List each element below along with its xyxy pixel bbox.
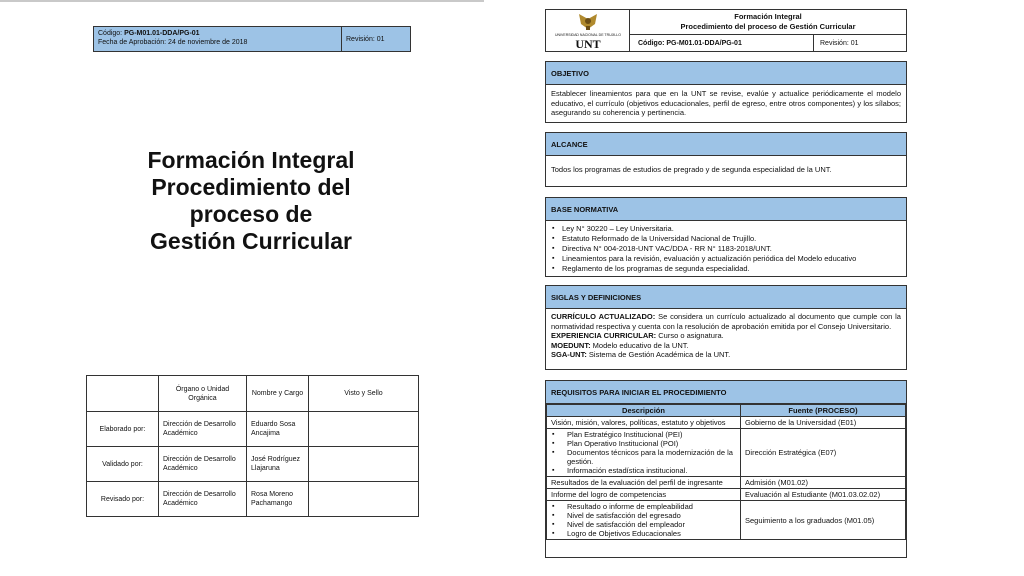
list-item: ▪ Plan Operativo Institucional (POI) — [551, 439, 736, 448]
alcance-section — [545, 132, 907, 187]
header-title-line1: Formación Integral — [734, 12, 802, 21]
approval-date: Fecha de Aprobación: 24 de noviembre de 2018 — [98, 39, 248, 46]
seal-cell — [309, 412, 419, 447]
header-cell: Nombre y Cargo — [247, 376, 309, 412]
table-row — [87, 447, 419, 482]
requirement-description — [547, 429, 741, 477]
list-item: ▪ Nivel de satisfacción del empleador — [551, 520, 736, 529]
requirement-source: Dirección Estratégica (E07) — [741, 429, 906, 477]
list-item: ▪ Nivel de satisfacción del egresado — [551, 511, 736, 520]
page-top-border — [0, 0, 484, 2]
requisitos-section — [545, 380, 907, 558]
logo-caption: UNIVERSIDAD NACIONAL DE TRUJILLO — [555, 33, 621, 37]
list-item: ▪ Documentos técnicos para la modernización de la gestión. — [551, 448, 736, 466]
definition — [551, 341, 901, 351]
definition-term: EXPERIENCIA CURRICULAR: — [551, 331, 657, 340]
header-revision: Revisión: 01 — [820, 39, 859, 47]
definition — [551, 331, 901, 341]
objetivo-section — [545, 61, 907, 123]
section-heading: BASE NORMATIVA — [546, 198, 906, 221]
cover-code-line — [98, 29, 337, 38]
table-row — [547, 429, 906, 477]
column-header: Fuente (PROCESO) — [741, 405, 906, 417]
section-heading: ALCANCE — [546, 133, 906, 156]
unit-cell: Dirección de Desarrollo Académico — [159, 447, 247, 482]
list-item: ▪ Información estadística institucional. — [551, 466, 736, 475]
definition-text: Se considera un currículo actualizado al documento que cumple con la normatividad respectiva y cuenta con la resolución de aprobación emitida por el Consejo Universitario. — [551, 312, 901, 331]
row-label: Revisado por: — [87, 482, 159, 517]
header-cell: Órgano o Unidad Orgánica — [159, 376, 247, 412]
siglas-section — [545, 285, 907, 370]
requirement-description: Resultados de la evaluación del perfil de ingresante — [547, 477, 741, 489]
requirement-description: Visión, misión, valores, políticas, estatuto y objetivos — [547, 417, 741, 429]
seal-cell — [309, 447, 419, 482]
definition-text: Curso o asignatura. — [656, 331, 724, 340]
list-item: ▪ Estatuto Reformado de la Universidad Nacional de Trujillo. — [551, 234, 901, 244]
name-cell: Eduardo Sosa Ancajima — [247, 412, 309, 447]
definition — [551, 312, 901, 331]
code-label: Código: — [98, 30, 123, 37]
cover-title — [96, 147, 406, 255]
header-cell — [87, 376, 159, 412]
list-item: ▪ Reglamento de los programas de segunda especialidad. — [551, 264, 901, 274]
requirements-table — [546, 404, 906, 540]
requirement-description: Informe del logro de competencias — [547, 489, 741, 501]
requirement-source: Gobierno de la Universidad (E01) — [741, 417, 906, 429]
table-row — [87, 482, 419, 517]
section-heading: OBJETIVO — [546, 62, 906, 85]
seal-cell — [309, 482, 419, 517]
definition-term: CURRÍCULO ACTUALIZADO: — [551, 312, 656, 321]
base-list — [546, 221, 906, 278]
definition — [551, 350, 901, 360]
cover-page — [0, 0, 484, 576]
title-line: Gestión Curricular — [150, 228, 352, 254]
list-item: ▪ Lineamientos para la revisión, evaluación y actualización periódica del Modelo educativo — [551, 254, 901, 264]
requirement-list — [551, 430, 736, 475]
unit-cell: Dirección de Desarrollo Académico — [159, 482, 247, 517]
section-body: Todos los programas de estudios de pregrado y de segunda especialidad de la UNT. — [551, 165, 832, 174]
definition-text: Sistema de Gestión Académica de la UNT. — [586, 350, 731, 359]
header-code: Código: PG-M01.01-DDA/PG-01 — [630, 35, 814, 51]
code-value: PG-M01.01-DDA/PG-01 — [124, 30, 200, 37]
university-logo — [546, 10, 630, 51]
section-body: Establecer lineamientos para que en la UNT se revise, evalúe y actualice periódicamente el modelo educativo, el currículo (objetivos educacionales, perfil de egreso, entre otros componentes) y los sílabos; asegurando su coherencia y pertinencia. — [551, 89, 901, 117]
requirement-description — [547, 501, 741, 540]
approval-table-header — [87, 376, 419, 412]
table-row — [547, 417, 906, 429]
table-row — [87, 412, 419, 447]
header-title — [630, 10, 906, 35]
definition-term: MOEDUNT: — [551, 340, 591, 350]
procedure-header — [545, 9, 907, 52]
list-item: ▪ Logro de Objetivos Educacionales — [551, 529, 736, 538]
list-item: ▪ Plan Estratégico Institucional (PEI) — [551, 430, 736, 439]
title-line: Formación Integral — [147, 147, 355, 173]
cover-header-info — [94, 27, 342, 51]
name-cell: Rosa Moreno Pachamango — [247, 482, 309, 517]
row-label: Validado por: — [87, 447, 159, 482]
list-item: ▪ Directiva N° 004-2018-UNT VAC/DDA - RR N° 1183-2018/UNT. — [551, 244, 901, 254]
requirement-source: Evaluación al Estudiante (M01.03.02.02) — [741, 489, 906, 501]
base-normativa-section — [545, 197, 907, 277]
title-line: Procedimiento del — [151, 174, 351, 200]
header-cell: Visto y Sello — [309, 376, 419, 412]
name-cell: José Rodríguez Llajaruna — [247, 447, 309, 482]
table-row — [547, 477, 906, 489]
revision-label: Revisión: 01 — [346, 35, 385, 43]
header-meta — [630, 35, 906, 51]
definition-text: Modelo educativo de la UNT. — [590, 340, 689, 350]
section-heading: SIGLAS Y DEFINICIONES — [546, 286, 906, 309]
list-item: ▪ Ley N° 30220 – Ley Universitaria. — [551, 224, 901, 234]
requirement-source: Admisión (M01.02) — [741, 477, 906, 489]
header-title-line2: Procedimiento del proceso de Gestión Curricular — [680, 22, 856, 31]
section-heading: REQUISITOS PARA INICIAR EL PROCEDIMIENTO — [546, 381, 906, 404]
requirement-list — [551, 502, 736, 538]
table-row — [547, 501, 906, 540]
row-label: Elaborado por: — [87, 412, 159, 447]
approval-table — [86, 375, 419, 517]
list-item: ▪ Resultado o informe de empleabilidad — [551, 502, 736, 511]
requirements-header — [547, 405, 906, 417]
logo-text: UNT — [575, 37, 601, 51]
requirement-source: Seguimiento a los graduados (M01.05) — [741, 501, 906, 540]
unit-cell: Dirección de Desarrollo Académico — [159, 412, 247, 447]
table-row — [547, 489, 906, 501]
header-main — [630, 10, 906, 51]
definition-term: SGA-UNT: — [551, 350, 587, 359]
definitions-list — [546, 309, 906, 364]
title-line: proceso de — [189, 201, 313, 227]
column-header: Descripción — [547, 405, 741, 417]
cover-header-box — [93, 26, 411, 52]
